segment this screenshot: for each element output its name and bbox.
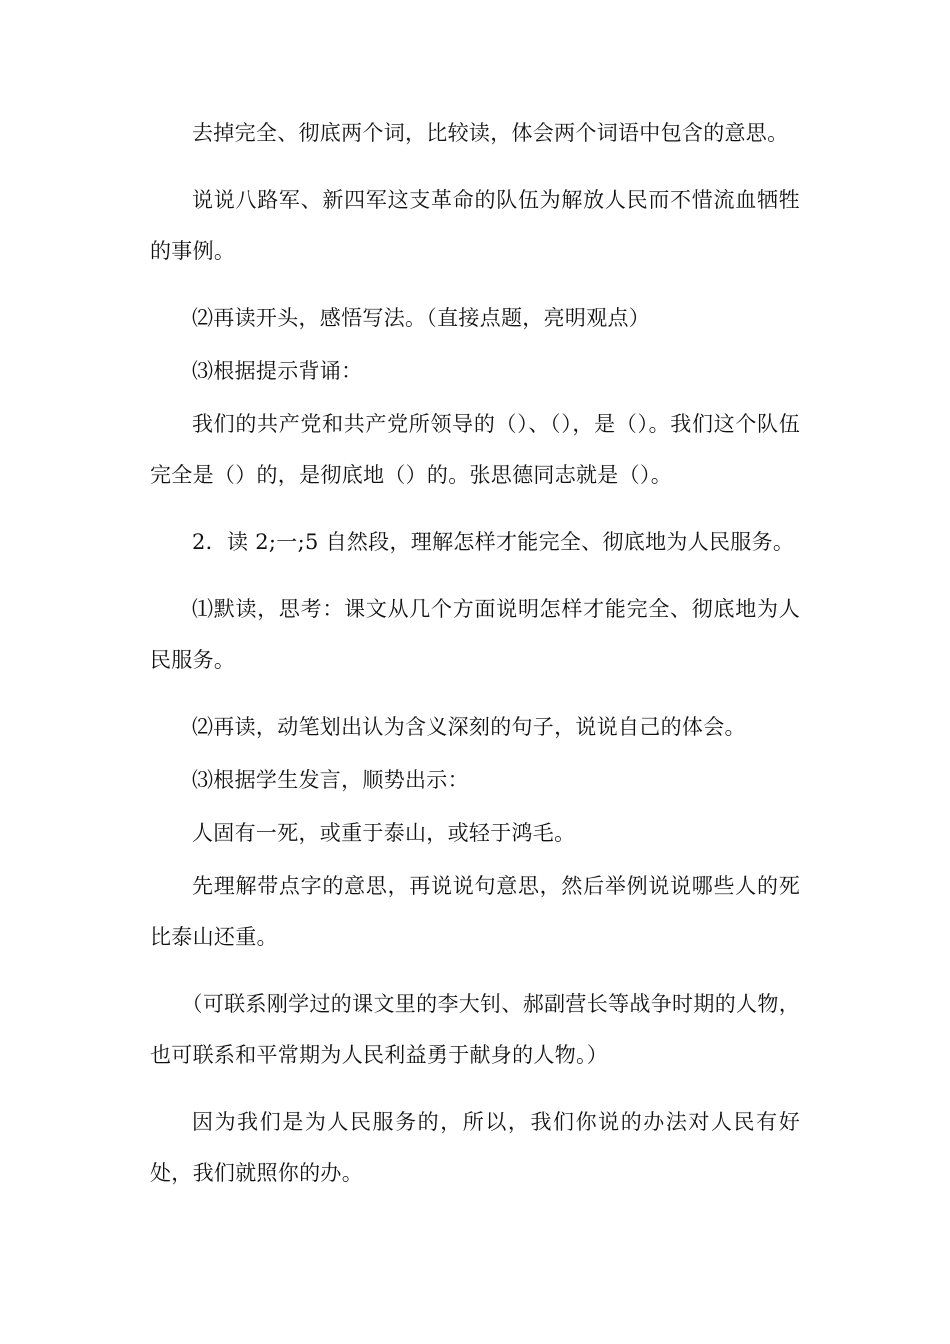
paragraph-serve-people: 因为我们是为人民服务的，所以，我们你说的办法对人民有好处，我们就照你的办。 — [150, 1110, 800, 1185]
paragraph-explain-quote: 先理解带点字的意思，再说说句意思，然后举例说说哪些人的死比泰山还重。 — [150, 874, 800, 949]
paragraph-fill-blanks: 我们的共产党和共产党所领导的（）、（），是（）。我们这个队伍完全是（）的，是彻底地（）的。张思德同志就是（）。 — [150, 412, 800, 487]
paragraph-read-sections: 2．读 2;一;5 自然段，理解怎样才能完全、彻底地为人民服务。 — [192, 530, 795, 554]
paragraph-army-examples: 说说八路军、新四军这支革命的队伍为解放人民而不惜流血牺牲的事例。 — [150, 188, 800, 263]
paragraph-quote: 人固有一死，或重于泰山，或轻于鸿毛。 — [192, 821, 576, 845]
document-page — [150, 108, 800, 1215]
paragraph-silent-reading: ⑴默读，思考：课文从几个方面说明怎样才能完全、彻底地为人民服务。 — [150, 597, 800, 672]
paragraph-recite-prompt: ⑶根据提示背诵： — [192, 359, 363, 383]
paragraph-note: （可联系刚学过的课文里的李大钊、郝副营长等战争时期的人物，也可联系和平常期为人民利益勇于献身的人物。） — [150, 992, 800, 1067]
paragraph-remove-words: 去掉完全、彻底两个词，比较读，体会两个词语中包含的意思。 — [192, 121, 789, 145]
paragraph-mark-sentences: ⑵再读，动笔划出认为含义深刻的句子，说说自己的体会。 — [192, 715, 746, 739]
paragraph-reread-opening: ⑵再读开头，感悟写法。（直接点题，亮明观点） — [192, 306, 651, 330]
paragraph-show-quote: ⑶根据学生发言，顺势出示： — [192, 768, 469, 792]
